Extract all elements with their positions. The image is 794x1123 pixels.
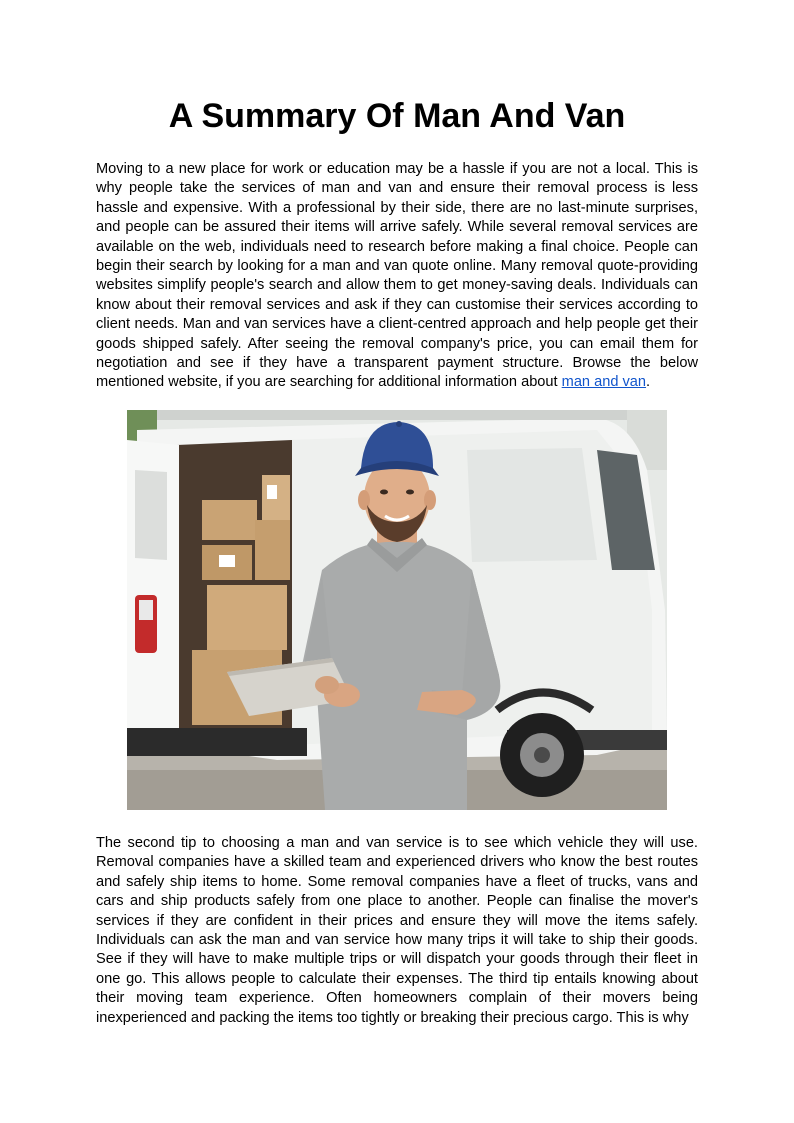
- intro-paragraph-end: .: [646, 374, 651, 391]
- man-and-van-photo: [127, 410, 667, 810]
- intro-paragraph-text: Moving to a new place for work or education may be a hassle if you are not a local. This is why people take the services of man and van and ensure their removal process is less hassle and expensive. With a professional by their side, there are no last-minute surprises, and people can be assured their items will arrive safely. While several removal services are available on the web, individuals need to research before making a final choice. People can begin their search by looking for a man and van quote online. Many removal quote-providing websites simplify people's search and allow them to get money-saving deals. Individuals can know about their removal services and ask if they can customise their services according to client needs. Man and van services have a client-centred approach and help people get their goods shipped safely. After seeing the removal company's price, you can email them for negotiation and see if they have a transparent payment structure. Browse the below mentioned website, if you are searching for additional information about: [96, 161, 698, 391]
- second-paragraph: The second tip to choosing a man and van service is to see which vehicle they will use. Removal companies have a skilled team and experienced drivers who know the best routes and safely ship items to home. Some removal companies have a fleet of trucks, vans and cars and ship products safely from one place to another. People can finalise the mover's services if they are confident in their prices and ensure they will move the items safely. Individuals can ask the man and van service how many trips it will take to ship their goods. See if they will have to make multiple trips or will dispatch your goods through their fleet in one go. This allows people to calculate their expenses. The third tip entails knowing about their moving team experience. Often homeowners complain of their movers being inexperienced and packing the items too tightly or breaking their precious cargo. This is why: [96, 835, 698, 1026]
- page-title: A Summary Of Man And Van: [168, 97, 626, 135]
- intro-paragraph: [96, 160, 698, 393]
- man-and-van-link[interactable]: man and van: [561, 374, 647, 391]
